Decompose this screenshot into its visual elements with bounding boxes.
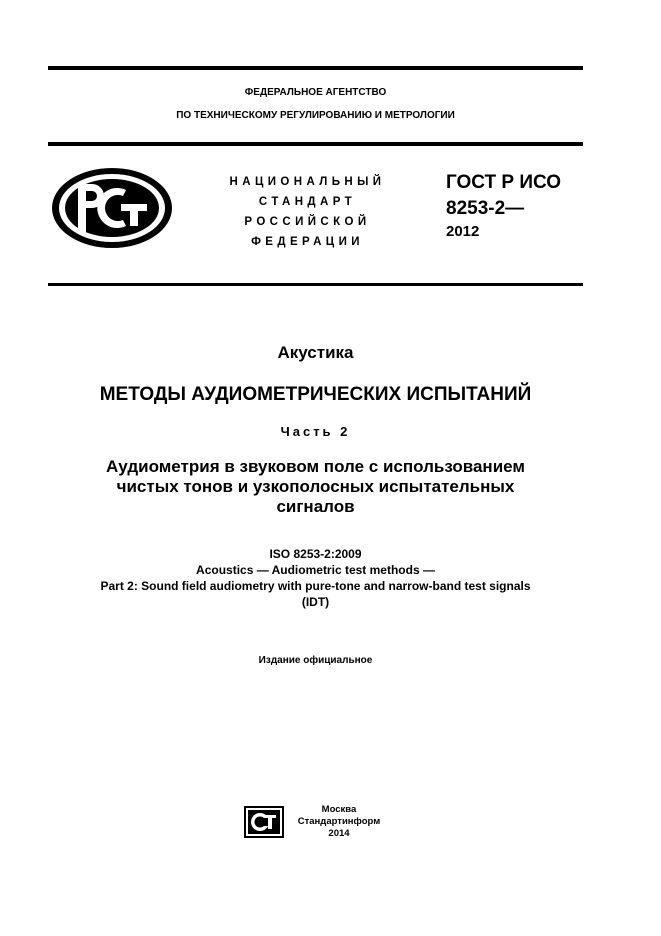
- iso-reference: [48, 546, 583, 610]
- agency-line-2: ПО ТЕХНИЧЕСКОМУ РЕГУЛИРОВАНИЮ И МЕТРОЛОГИИ: [176, 110, 455, 121]
- subtitle-line-2: чистых тонов и узкополосных испытательных: [116, 477, 515, 496]
- publisher-city: Москва: [321, 804, 357, 815]
- title-rule: [48, 283, 583, 286]
- publisher-year: 2014: [328, 828, 350, 839]
- subtitle-line-3: сигналов: [276, 497, 355, 516]
- subtitle-line-1: Аудиометрия в звуковом поле с использованием: [106, 457, 525, 476]
- designation-line-1: ГОСТ Р ИСО: [446, 172, 562, 193]
- main-title: МЕТОДЫ АУДИОМЕТРИЧЕСКИХ ИСПЫТАНИЙ: [99, 384, 532, 405]
- publisher-name: Стандартинформ: [297, 816, 381, 827]
- designation-line-2: 8253-2—: [446, 198, 525, 219]
- iso-line-4: (IDT): [301, 595, 330, 609]
- top-rule: [48, 66, 583, 70]
- header-rule: [48, 142, 583, 146]
- publisher-block: [292, 804, 386, 840]
- rst-logo-icon: [50, 166, 174, 250]
- part-subtitle: [48, 457, 583, 517]
- field-title: Акустика: [277, 343, 354, 362]
- iso-line-1: ISO 8253-2:2009: [269, 547, 362, 561]
- national-standard-block: [205, 172, 410, 252]
- iso-line-3: Part 2: Sound field audiometry with pure-tone and narrow-band test signals: [100, 579, 531, 593]
- national-standard-line-4: ФЕДЕРАЦИИ: [251, 236, 364, 248]
- agency-line-1: ФЕДЕРАЛЬНОЕ АГЕНТСТВО: [244, 87, 387, 98]
- agency-name: [48, 86, 583, 99]
- national-standard-line-1: НАЦИОНАЛЬНЫЙ: [229, 176, 386, 188]
- iso-line-2: Acoustics — Audiometric test methods —: [196, 563, 435, 577]
- national-standard-line-2: СТАНДАРТ: [258, 196, 357, 208]
- national-standard-line-3: РОССИЙСКОЙ: [244, 216, 371, 228]
- standard-designation: [446, 170, 561, 242]
- part-label: Часть 2: [280, 424, 351, 439]
- agency-name-2: [48, 109, 583, 122]
- designation-year: 2012: [446, 223, 480, 240]
- standartinform-logo-icon: [244, 806, 284, 838]
- edition-label: Издание официальное: [258, 655, 373, 666]
